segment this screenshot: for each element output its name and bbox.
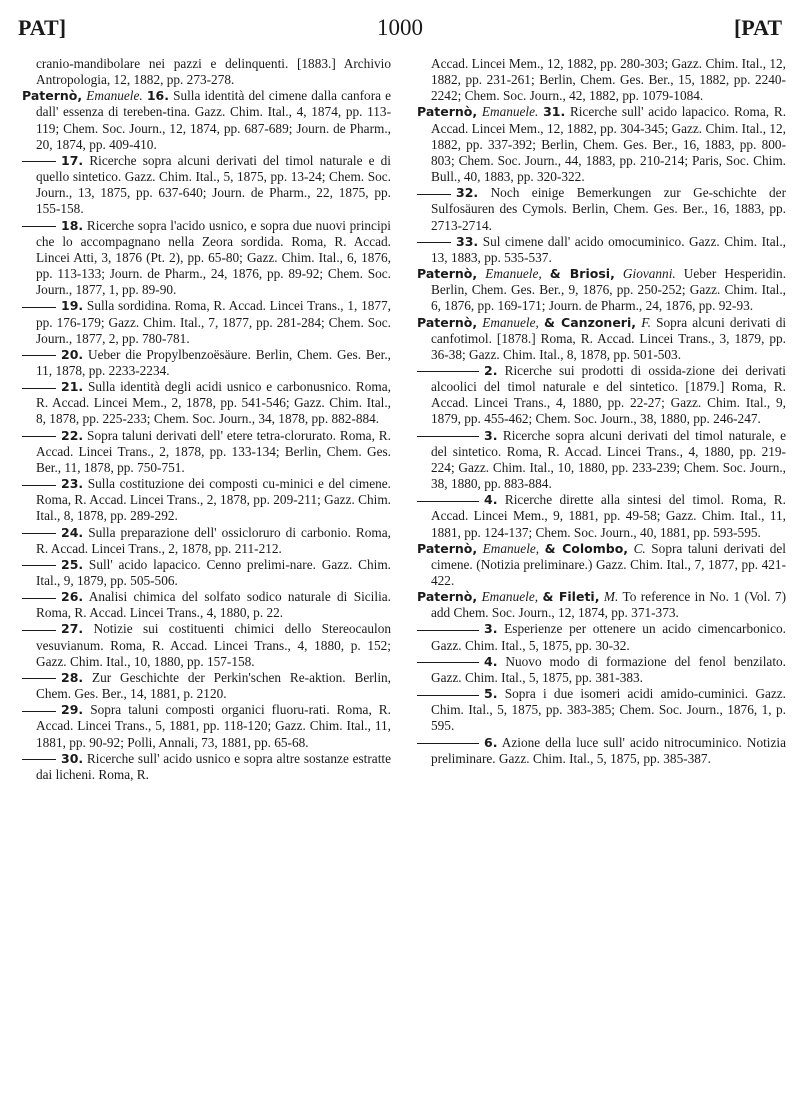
- entry-text: Ueber die Propylbenzoësäure. Berlin, Chem. Ges. Ber., 11, 1878, pp. 2233-2234.: [36, 346, 391, 378]
- bibliography-entry: [22, 557, 391, 589]
- entry-text: Ricerche sui prodotti di ossida-zione dei derivati alcoolici del timol naturale e del sintetico. [1879.] Roma, R. Accad. Lincei Trans., 4, 1880, pp. 22-27; Gazz. Chim. Ital., 9, 1879, pp. 455-462; Chem. Soc. Journ., 38, 1880, pp. 246-247.: [431, 362, 787, 427]
- entry-text: Sulla identità degli acidi usnico e carbonusnico. Roma, R. Accad. Lincei Mem., 2, 1878, pp. 541-546; Gazz. Chim. Ital., 8, 1878, pp. 225-233; Chem. Soc. Journ., 34, 1878, pp. 882-884.: [36, 379, 391, 427]
- ditto-rule: [22, 759, 56, 760]
- author-given-name: Emanuele.: [481, 104, 539, 120]
- entry-text: Analisi chimica del solfato sodico naturale di Sicilia. Roma, R. Accad. Lincei Trans., 4, 1880, p. 22.: [36, 589, 391, 621]
- ditto-rule: [22, 711, 56, 712]
- coauthor-given-name: C.: [633, 540, 646, 556]
- bibliography-entry: [417, 363, 786, 428]
- ditto-rule: [417, 371, 479, 372]
- coauthor-given-name: F.: [641, 314, 651, 330]
- entry-continuation: [417, 56, 786, 104]
- entry-number: 33.: [456, 233, 479, 249]
- entry-text: Notizie sui costituenti chimici dello Stereocaulon vesuvianum. Roma, R. Accad. Lincei Trans., 4, 1880, p. 152; Gazz. Chim. Ital., 10, 1880, pp. 157-158.: [36, 621, 391, 669]
- entry-number: 21.: [61, 379, 84, 395]
- bibliography-entry: [22, 218, 391, 299]
- entry-number: 25.: [61, 556, 84, 572]
- bibliography-entry: [22, 670, 391, 702]
- entry-continuation: [22, 56, 391, 88]
- author-given-name: Emanuele,: [481, 589, 539, 605]
- entry-number: 4.: [484, 653, 498, 669]
- ditto-rule: [417, 695, 479, 696]
- entry-text: Sulla costituzione dei composti cu-minici e del cimene. Roma, R. Accad. Lincei Trans., 2, 1878, pp. 209-211; Gazz. Chim. Ital., 8, 1878, pp. 289-292.: [36, 476, 391, 524]
- entry-number: 22.: [61, 427, 84, 443]
- header-right: [PAT: [733, 15, 782, 40]
- ditto-rule: [22, 388, 56, 389]
- ditto-rule: [417, 630, 479, 631]
- entry-number: 4.: [484, 492, 498, 508]
- bibliography-entry: [22, 428, 391, 476]
- bibliography-entry: [417, 541, 786, 589]
- entry-number: 3.: [484, 427, 498, 443]
- entry-text: Noch einige Bemerkungen zur Ge-schichte der Sulfosäuren des Cymols. Berlin, Chem. Ges. Ber., 16, 1883, pp. 2713-2714.: [431, 185, 786, 233]
- bibliography-entry: [417, 266, 786, 314]
- entry-number: 5.: [484, 686, 498, 702]
- bibliography-entry: [22, 589, 391, 621]
- bibliography-entry: [22, 88, 391, 153]
- entry-text: Sopra i due isomeri acidi amido-cuminici. Gazz. Chim. Ital., 5, 1875, pp. 383-385; Chem. Soc. Journ., 1876, 1, p. 595.: [431, 686, 787, 734]
- left-column: [22, 56, 391, 1108]
- bibliography-entry: [417, 315, 786, 363]
- entry-text: Sopra taluni derivati dell' etere tetra-clorurato. Roma, R. Accad. Lincei Trans., 2, 1878, pp. 133-134; Berlin, Chem. Ges. Ber., 11, 1878, pp. 750-751.: [36, 427, 391, 475]
- bibliography-entry: [417, 735, 786, 767]
- entry-number: 29.: [61, 702, 84, 718]
- bibliography-entry: [417, 589, 786, 621]
- author-given-name: Emanuele,: [485, 266, 542, 282]
- entry-text: Azione della luce sull' acido nitrocuminico. Notizia preliminare. Gazz. Chim. Ital., 5, 1875, pp. 385-387.: [431, 734, 786, 766]
- ditto-rule: [22, 226, 56, 227]
- ditto-rule: [22, 678, 56, 679]
- ditto-rule: [417, 242, 451, 243]
- entry-text: Sull' acido lapacico. Cenno prelimi-nare. Gazz. Chim. Ital., 9, 1879, pp. 505-506.: [36, 556, 391, 588]
- coauthor-name: & Fileti,: [542, 589, 600, 605]
- entry-text: Ricerche sopra l'acido usnico, e sopra due nuovi principi che lo accompagnano nella Zeora sordida. Roma, R. Accad. Lincei Atti, 3, 1876 (Pt. 2), pp. 65-80; Gazz. Chim. Ital., 6, 1876, pp. 113-133; Journ. de Pharm., 24, 1876, pp. 89-92; Chem. Soc. Journ., 1877, 1, pp. 89-90.: [36, 217, 391, 298]
- entry-number: 27.: [61, 621, 84, 637]
- bibliography-entry: [22, 476, 391, 524]
- entry-text: Ricerche sull' acido lapacico. Roma, R. Accad. Lincei Mem., 12, 1882, pp. 304-345; Gazz. Chim. Ital., 12, 1882, pp. 337-392; Berlin, Chem. Ges. Ber., 16, 1883, pp. 800-803; Chem. Soc. Journ., 44, 1883, pp. 210-214; Paris, Soc. Chim. Bull., 40, 1883, pp. 320-322.: [431, 104, 787, 185]
- bibliography-entry: [22, 525, 391, 557]
- bibliography-entry: [22, 153, 391, 218]
- ditto-rule: [22, 436, 56, 437]
- columns: [22, 56, 786, 1108]
- bibliography-entry: [417, 185, 786, 233]
- entry-text: To reference in No. 1 (Vol. 7) add Chem. Soc. Journ., 12, 1874, pp. 371-373.: [431, 589, 787, 621]
- entry-text: Sopra taluni derivati del cimene. (Notizia preliminare.) Gazz. Chim. Ital., 7, 1877, pp. 421-422.: [431, 540, 786, 588]
- entry-text: Nuovo modo di formazione del fenol benzilato. Gazz. Chim. Ital., 5, 1875, pp. 381-383.: [431, 653, 786, 685]
- bibliography-entry: [22, 621, 391, 669]
- author-name: Paternò,: [417, 266, 478, 282]
- bibliography-entry: [417, 428, 786, 493]
- entry-text: Sopra alcuni derivati di canfotimol. [1878.] Roma, R. Accad. Lincei Trans., 3, 1879, pp. 36-38; Gazz. Chim. Ital., 8, 1878, pp. 501-503.: [431, 314, 787, 362]
- author-name: Paternò,: [417, 540, 478, 556]
- entry-number: 23.: [61, 476, 84, 492]
- bibliography-entry: [22, 347, 391, 379]
- coauthor-given-name: M.: [603, 589, 619, 605]
- entry-number: 3.: [484, 621, 498, 637]
- entry-number: 30.: [61, 750, 84, 766]
- entry-number: 18.: [61, 217, 84, 233]
- entry-text: Sopra taluni composti organici fluoru-rati. Roma, R. Accad. Lincei Trans., 5, 1881, pp. 118-120; Gazz. Chim. Ital., 11, 1881, pp. 90-92; Polli, Annali, 73, 1881, pp. 65-68.: [36, 702, 391, 750]
- bibliography-entry: [417, 234, 786, 266]
- ditto-rule: [22, 355, 56, 356]
- running-header: [18, 6, 782, 50]
- header-left: PAT]: [18, 15, 67, 40]
- right-column: [417, 56, 786, 1108]
- bibliography-entry: [22, 702, 391, 750]
- entry-number: 19.: [61, 298, 84, 314]
- bibliography-entry: [417, 104, 786, 185]
- entry-text: Sulla preparazione dell' ossicloruro di carbonio. Roma, R. Accad. Lincei Trans., 2, 1878, pp. 211-212.: [36, 524, 391, 556]
- entry-number: 20.: [61, 346, 84, 362]
- entry-text: Esperienze per ottenere un acido cimencarbonico. Gazz. Chim. Ital., 5, 1875, pp. 30-32.: [431, 621, 786, 653]
- bibliography-entry: [417, 621, 786, 653]
- coauthor-name: & Briosi,: [549, 266, 615, 282]
- author-name: Paternò,: [417, 589, 478, 605]
- entry-number: 17.: [61, 152, 84, 168]
- author-name: Paternò,: [417, 314, 478, 330]
- bibliography-entry: [22, 379, 391, 427]
- entry-number: 32.: [456, 185, 479, 201]
- coauthor-given-name: Giovanni.: [622, 266, 676, 282]
- bibliography-entry: [417, 686, 786, 734]
- entry-text: Accad. Lincei Mem., 12, 1882, pp. 280-303; Gazz. Chim. Ital., 12, 1882, pp. 231-261; Berlin, Chem. Ges. Ber., 15, 1882, pp. 2240-2242; Chem. Soc. Journ., 42, 1882, pp. 1079-1084.: [431, 56, 786, 104]
- ditto-rule: [417, 194, 451, 195]
- page-number: 1000: [377, 15, 423, 40]
- entry-text: Ricerche sopra alcuni derivati del timol naturale e di quello sintetico. Gazz. Chim. Ital., 5, 1875, pp. 13-24; Chem. Soc. Journ., 13, 1875, pp. 637-640; Journ. de Pharm., 22, 1875, pp. 155-158.: [36, 152, 392, 217]
- author-name: Paternò,: [417, 104, 478, 120]
- bibliography-entry: [22, 298, 391, 346]
- entry-text: Ricerche dirette alla sintesi del timol. Roma, R. Accad. Lincei Mem., 9, 1881, pp. 49-58; Gazz. Chim. Ital., 11, 1881, pp. 124-137; Chem. Soc. Journ., 40, 1881, pp. 593-595.: [431, 492, 786, 540]
- bibliography-entry: [417, 654, 786, 686]
- entry-number: 31.: [543, 104, 566, 120]
- ditto-rule: [22, 565, 56, 566]
- ditto-rule: [22, 307, 56, 308]
- entry-text: Sul cimene dall' acido omocuminico. Gazz. Chim. Ital., 13, 1883, pp. 535-537.: [431, 233, 786, 265]
- entry-text: Ricerche sull' acido usnico e sopra altre sostanze estratte dai licheni. Roma, R.: [36, 750, 391, 782]
- entry-number: 2.: [484, 362, 498, 378]
- ditto-rule: [22, 161, 56, 162]
- entry-text: Ueber Hesperidin. Berlin, Chem. Ges. Ber., 9, 1876, pp. 250-252; Gazz. Chim. Ital., 6, 1876, pp. 169-171; Journ. de Pharm., 24, 1876, pp. 92-93.: [431, 266, 787, 314]
- entry-number: 24.: [61, 524, 84, 540]
- ditto-rule: [22, 485, 56, 486]
- entry-text: Sulla identità del cimene dalla canfora e dall' essenza di tereben-tina. Gazz. Chim. Ital., 4, 1874, pp. 113-119; Chem. Soc. Journ., 12, 1874, pp. 687-689; Journ. de Pharm., 20, 1874, pp. 409-410.: [36, 88, 392, 152]
- entry-text: Ricerche sopra alcuni derivati del timol naturale, e del sintetico. Roma, R. Accad. Lincei Trans., 4, 1880, pp. 219-224; Gazz. Chim. Ital., 10, 1880, pp. 233-239; Chem. Soc. Journ., 38, 1880, pp. 883-884.: [431, 427, 786, 492]
- entry-text: Zur Geschichte der Perkin'schen Re-aktion. Berlin, Chem. Ges. Ber., 14, 1881, p. 2120.: [36, 669, 392, 702]
- entry-number: 28.: [61, 669, 84, 685]
- ditto-rule: [417, 501, 479, 502]
- coauthor-name: & Colombo,: [544, 540, 629, 556]
- author-given-name: Emanuele,: [482, 540, 540, 556]
- ditto-rule: [417, 743, 479, 744]
- author-given-name: Emanuele,: [482, 314, 539, 330]
- author-name: Paternò,: [22, 88, 83, 104]
- entry-text: cranio-mandibolare nei pazzi e delinquenti. [1883.] Archivio Antropologia, 12, 1882, pp. 273-278.: [36, 56, 391, 88]
- ditto-rule: [417, 436, 479, 437]
- coauthor-name: & Canzoneri,: [543, 314, 637, 330]
- entry-text: Sulla sordidina. Roma, R. Accad. Lincei Trans., 1, 1877, pp. 176-179; Gazz. Chim. Ital., 7, 1877, pp. 281-284; Chem. Soc. Journ., 1877, 2, pp. 780-781.: [36, 298, 392, 346]
- entry-number: 6.: [484, 734, 498, 750]
- bibliography-entry: [22, 751, 391, 783]
- ditto-rule: [417, 662, 479, 663]
- author-given-name: Emanuele.: [86, 88, 143, 104]
- entry-number: 26.: [61, 589, 84, 605]
- entry-number: 16.: [146, 88, 169, 104]
- ditto-rule: [22, 630, 56, 631]
- bibliography-entry: [417, 492, 786, 540]
- ditto-rule: [22, 598, 56, 599]
- ditto-rule: [22, 533, 56, 534]
